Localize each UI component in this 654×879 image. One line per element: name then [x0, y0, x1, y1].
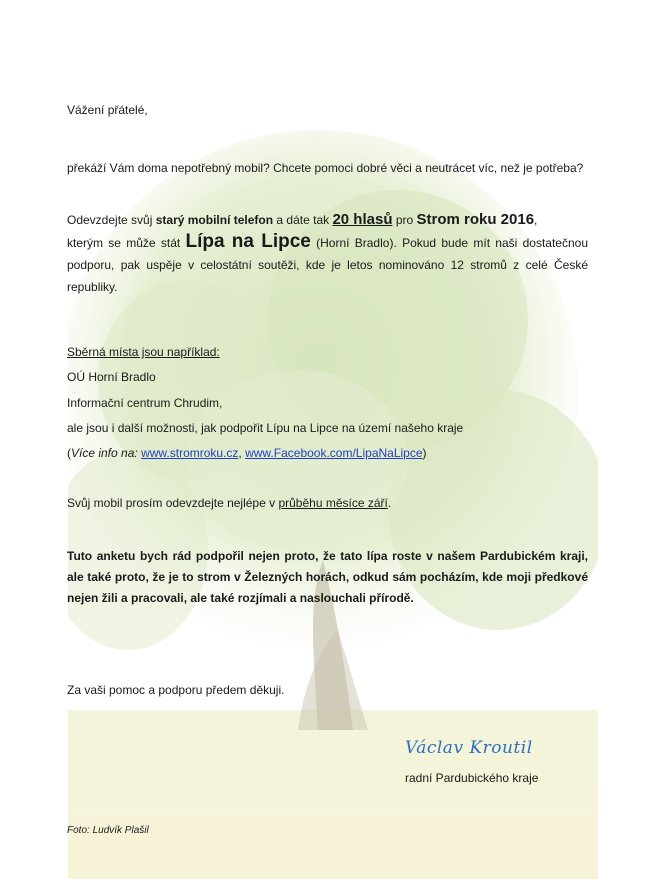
signer-role: radní Pardubického kraje — [405, 771, 539, 785]
collection-note: ale jsou i další možnosti, jak podpořit Lípu na Lipce na území našeho kraje — [67, 421, 464, 435]
thanks-line: Za vaši pomoc a podporu předem děkuji. — [67, 683, 285, 697]
paragraph-support: Tuto anketu bych rád podpořil nejen proto, že tato lípa roste v našem Pardubickém kraji, ale také proto, že je to strom v Železných horách, odkud sám pocházím, kde moji předkové nejen žili a pracovali, ale také rozjímali a naslouchali přírodě. — [67, 549, 588, 605]
phone-emphasis: starý mobilní telefon — [155, 213, 274, 227]
stromroku-link[interactable]: www.stromroku.cz — [141, 446, 239, 460]
deadline-line: Svůj mobil prosím odevzdejte nejlépe v průběhu měsíce září. — [67, 496, 392, 510]
greeting: Vážení přátelé, — [67, 103, 148, 117]
collection-place-2: Informační centrum Chrudim, — [67, 396, 223, 410]
collection-place-1: OÚ Horní Bradlo — [67, 370, 156, 384]
votes-count: 20 hlasů — [332, 211, 393, 228]
paragraph-tree-vote: Odevzdejte svůj starý mobilní telefon a dáte tak 20 hlasů pro Strom roku 2016, kterým se může stát Lípa na Lipce (Horní Bradlo). Pokud bude mít naši dostatečnou podporu, pak uspěje v celostátní soutěži, kde je letos nominováno 12 stromů z celé České republiky. — [67, 211, 588, 294]
info-line: (Více info na: www.stromroku.cz, www.Facebook.com/LipaNaLipce) — [67, 446, 427, 460]
deadline-month: průběhu měsíce září — [278, 496, 388, 510]
paragraph-mobile-question: překáží Vám doma nepotřebný mobil? Chcete pomoci dobré věci a neutrácet víc, než je potřeba? — [67, 161, 584, 175]
tree-name: Lípa na Lipce — [185, 231, 311, 252]
collection-heading: Sběrná místa jsou například: — [67, 345, 220, 359]
signature: Václav Kroutil — [405, 738, 533, 758]
contest-name: Strom roku 2016 — [416, 211, 535, 228]
photo-credit: Foto: Ludvík Plašil — [67, 825, 149, 836]
facebook-link[interactable]: www.Facebook.com/LipaNaLipce — [245, 446, 423, 460]
info-label: Více info na: — [71, 446, 138, 460]
